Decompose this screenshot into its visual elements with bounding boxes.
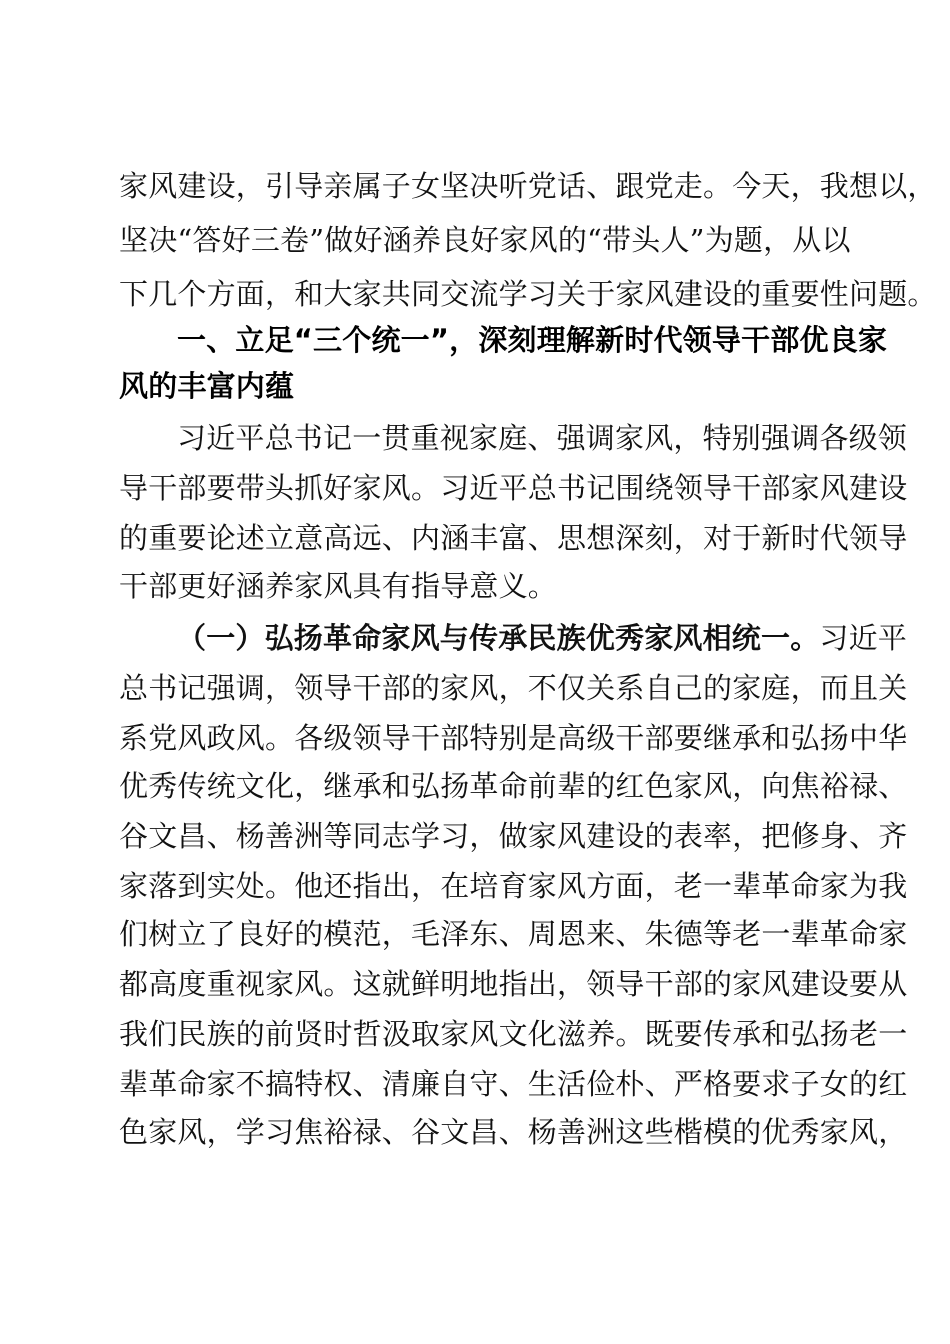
body-text-line: 辈革命家不搞特权、清廉自守、生活俭朴、严格要求子女的红 xyxy=(119,1067,908,1101)
subsection-heading: （一）弘扬革命家风与传承民族优秀家风相统一。 xyxy=(177,621,820,655)
body-text-line: 都高度重视家风。这就鲜明地指出，领导干部的家风建设要从 xyxy=(119,967,908,1001)
body-text-line: 家落到实处。他还指出，在培育家风方面，老一辈革命家为我 xyxy=(119,869,908,903)
section-heading-line: 风的丰富内蕴 xyxy=(119,369,295,403)
body-text-line: 我们民族的前贤时哲汲取家风文化滋养。既要传承和弘扬老一 xyxy=(119,1017,908,1051)
body-text-line: 谷文昌、杨善洲等同志学习，做家风建设的表率，把修身、齐 xyxy=(119,819,908,853)
body-text-line: 优秀传统文化，继承和弘扬革命前辈的红色家风，向焦裕禄、 xyxy=(119,769,908,803)
body-text-line: 坚决“答好三卷”做好涵养良好家风的“带头人”为题，从以 xyxy=(119,223,851,257)
section-heading-line: 一、立足“三个统一”，深刻理解新时代领导干部优良家 xyxy=(177,323,888,357)
body-text-line: 家风建设，引导亲属子女坚决听党话、跟党走。今天，我想以， xyxy=(119,169,937,203)
body-text-line: 色家风，学习焦裕禄、谷文昌、杨善洲这些楷模的优秀家风， xyxy=(119,1115,908,1149)
body-text-line: 导干部要带头抓好家风。习近平总书记围绕领导干部家风建设 xyxy=(119,471,908,505)
body-text-line: 的重要论述立意高远、内涵丰富、思想深刻，对于新时代领导 xyxy=(119,521,908,555)
body-text-line: 干部更好涵养家风具有指导意义。 xyxy=(119,569,558,603)
body-text-line: 系党风政风。各级领导干部特别是高级干部要继承和弘扬中华 xyxy=(119,721,908,755)
body-text-segment: 习近平 xyxy=(819,621,908,655)
body-text-line: 下几个方面，和大家共同交流学习关于家风建设的重要性问题。 xyxy=(119,277,937,311)
subsection-line xyxy=(177,614,908,662)
body-text-line: 总书记强调，领导干部的家风，不仅关系自己的家庭，而且关 xyxy=(119,671,908,705)
body-text-line: 习近平总书记一贯重视家庭、强调家风，特别强调各级领 xyxy=(177,421,908,455)
body-text-line: 们树立了良好的模范，毛泽东、周恩来、朱德等老一辈革命家 xyxy=(119,917,908,951)
